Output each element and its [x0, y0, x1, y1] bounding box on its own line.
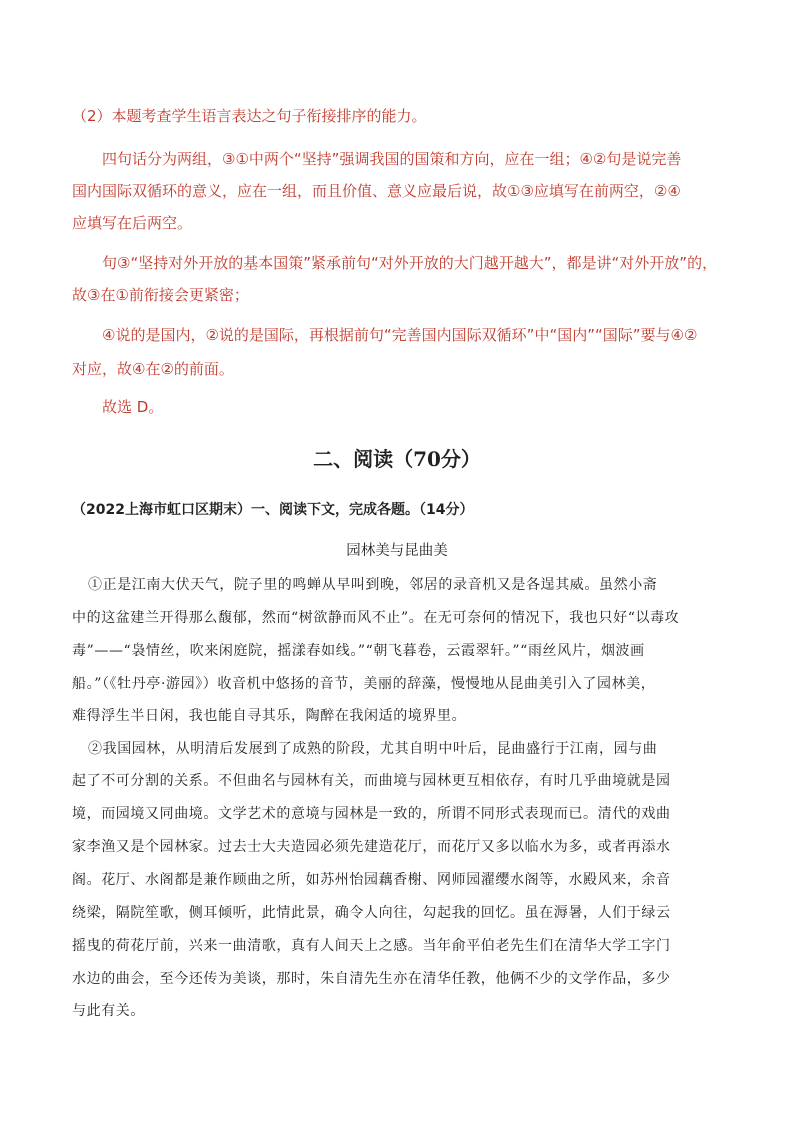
p1-line: 难得浮生半日闲，我也能自寻其乐，陶醉在我闲适的境界里。 [72, 708, 467, 724]
answer-para2-line2: 故③在①前衔接会更紧密； [72, 286, 249, 304]
p2-line: 绕梁，隔院笙歌，侧耳倾听，此情此景，确令人向往，勾起我的回忆。虽在溽暑，人们于绿云 [72, 905, 671, 921]
p2-line: 境，而园境又同曲境。文学艺术的意境与园林是一致的，所谓不同形式表现而已。清代的戏曲 [72, 806, 671, 822]
section-title: 二、阅读（70分） [313, 447, 481, 471]
p2-line: 起了不可分割的关系。不但曲名与园林有关，而曲境与园林更互相依存，有时几乎曲境就是园 [72, 773, 671, 789]
answer-choice: 故选 D。 [102, 398, 164, 416]
answer-para3-line2: 对应，故④在②的前面。 [72, 360, 234, 378]
p2-line: 水边的曲会，至今还传为美谈，那时，朱自清先生亦在清华任教，他俩不少的文学作品，多少 [72, 971, 671, 987]
answer-para3-red: ④说的是国内，②说的是国际， [102, 326, 309, 344]
p1-line: 中的这盆建兰开得那么馥郁，然而“树欲静而风不止”。在无可奈何的情况下，我也只好“以毒攻 [72, 610, 680, 626]
answer-para1-line2 [72, 181, 681, 201]
answer-para1-line2-text: 国内国际双循环的意义，应在一组，而且价值、意义应最后说，故①③应填写在前两空， [72, 182, 654, 200]
p2-line: 与此有关。 [72, 1003, 145, 1019]
question-source: （2022上海市虹口区期末）一、阅读下文，完成各题。（14分） [72, 502, 474, 518]
answer-para1-line2-red: ②④ [653, 182, 681, 200]
answer-para3-black: 再根据前句“完善国内国际双循环”中“国内”“国际”要与④② [308, 326, 698, 344]
p2-line: 摇曳的荷花厅前，兴来一曲清歌，真有人间天上之感。当年俞平伯老先生们在清华大学工字门 [72, 938, 671, 954]
answer-para1-line3: 应填写在后两空。 [72, 214, 193, 232]
passage-title: 园林美与昆曲美 [346, 543, 448, 559]
answer-para2-line1: 句③“坚持对外开放的基本国策”紧承前句“对外开放的大门越开越大”，都是讲“对外开放”的， [102, 254, 718, 272]
answer-para1-line1: 四句话分为两组，③①中两个“坚持”强调我国的国策和方向，应在一组；④②句是说完善 [102, 150, 682, 168]
answer-q2-note: （2）本题考查学生语言表达之句子衔接排序的能力。 [72, 107, 427, 125]
p2-line: 阁。花厅、水阁都是兼作顾曲之所，如苏州怡园藕香榭、网师园濯缨水阁等，水殿风来，余音 [72, 872, 671, 888]
answer-para3-line1 [102, 325, 697, 345]
p2-line: 家李渔又是个园林家。过去士大夫造园必须先建造花厅，而花厅又多以临水为多，或者再添水 [72, 839, 671, 855]
p2-line: ②我国园林，从明清后发展到了成熟的阶段，尤其自明中叶后，昆曲盛行于江南，园与曲 [88, 741, 658, 757]
p1-line: 毒”——“袅情丝，吹来闲庭院，摇漾春如线。”“朝飞暮卷，云霞翠轩。”“雨丝风片，烟波画 [72, 643, 645, 659]
p1-line: ①正是江南大伏天气，院子里的鸣蝉从早叫到晚，邻居的录音机又是各逞其威。虽然小斋 [88, 577, 658, 593]
p1-line: 船。”（《牡丹亭·游园》）收音机中悠扬的音节，美丽的辞藻，慢慢地从昆曲美引入了园林美， [72, 676, 656, 692]
